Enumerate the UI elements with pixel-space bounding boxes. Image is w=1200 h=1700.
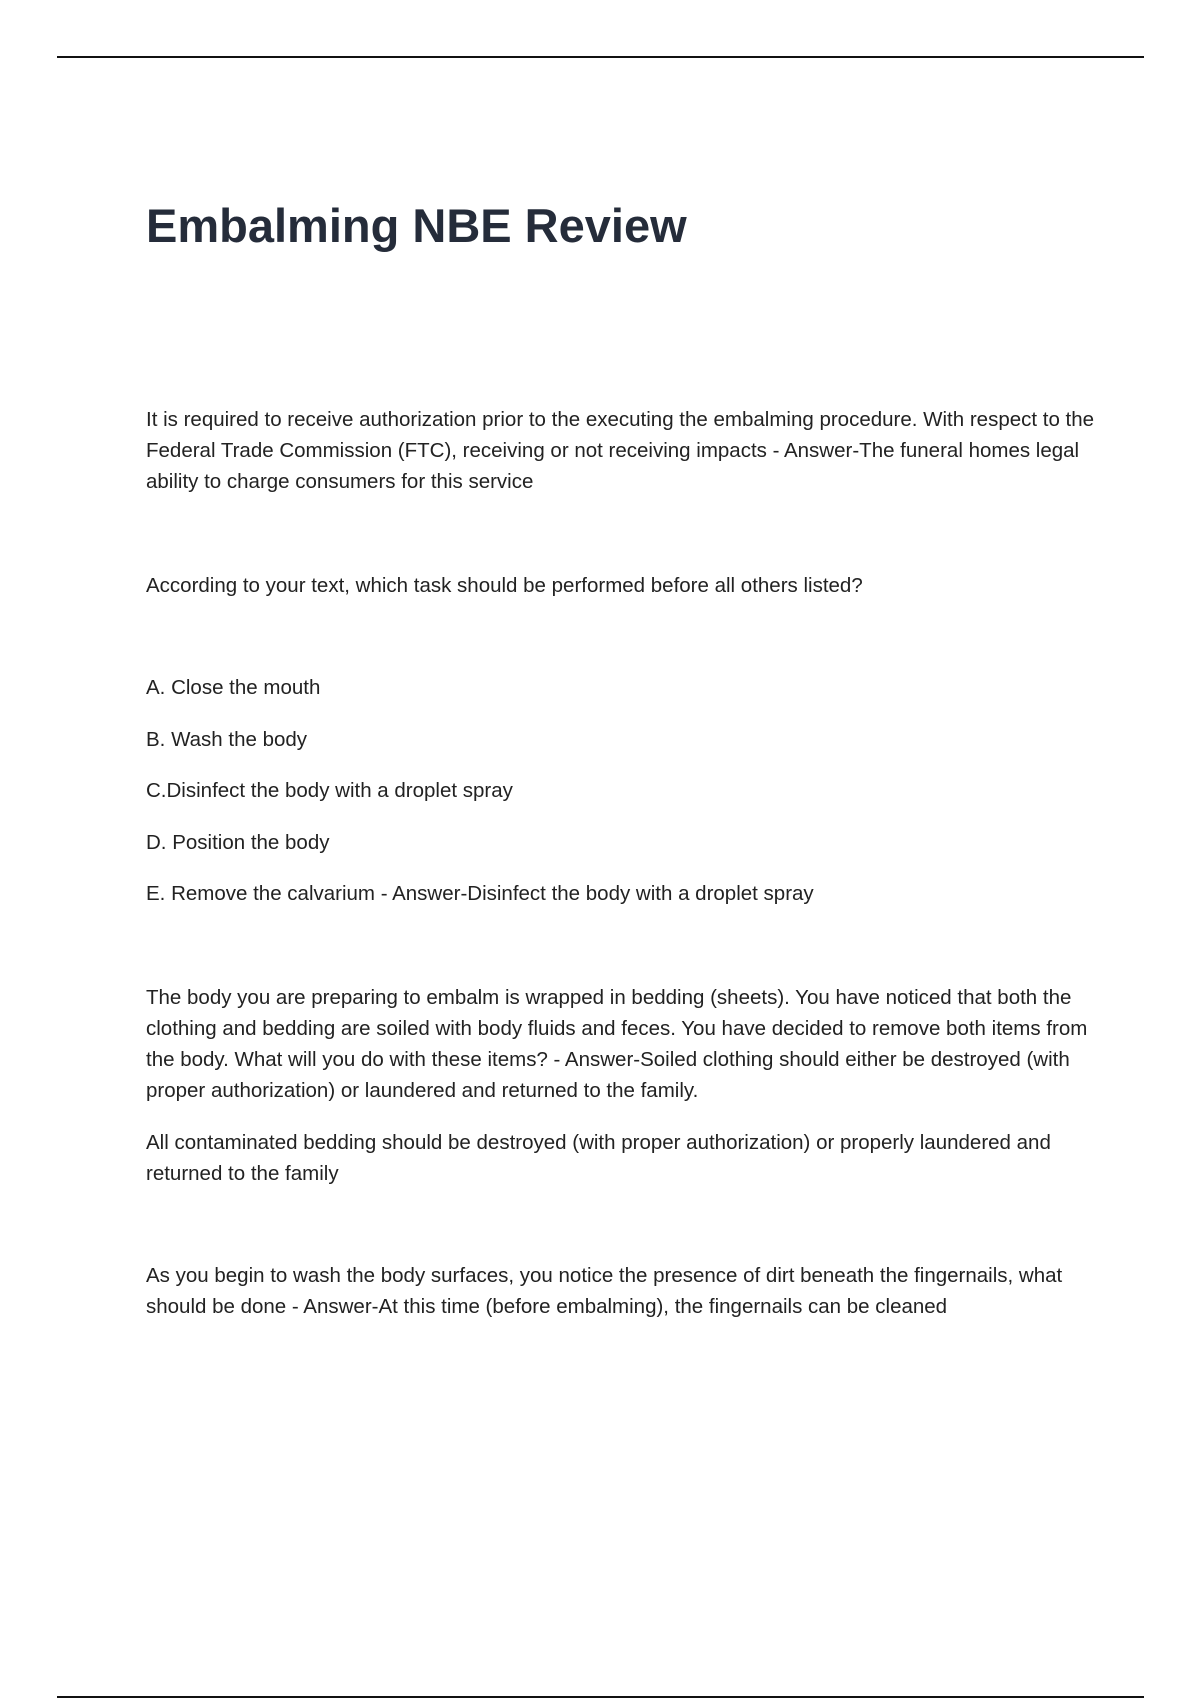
question-4-paragraph: As you begin to wash the body surfaces, you notice the presence of dirt beneath the fingernails, what should be done - Answer-At this time (before embalming), the fingernails can be cleaned [146, 1264, 1063, 1318]
option-b: B. Wash the body [146, 728, 308, 751]
question-2-stem: According to your text, which task should be performed before all others listed? [146, 574, 863, 597]
option-c: C.Disinfect the body with a droplet spray [146, 779, 513, 802]
top-rule [57, 56, 1144, 58]
question-3-paragraph: The body you are preparing to embalm is wrapped in bedding (sheets). You have noticed that both the clothing and bedding are soiled with body fluids and feces. You have decided to remove both items from the body. What will you do with these items? - Answer-Soiled clothing should either be destroyed (with proper authorization) or laundered and returned to the family. [146, 986, 1088, 1102]
option-a: A. Close the mouth [146, 676, 321, 699]
bottom-rule [57, 1696, 1144, 1698]
page-title: Embalming NBE Review [146, 199, 687, 252]
question-1-paragraph: It is required to receive authorization prior to the executing the embalming procedure. With respect to the Federal Trade Commission (FTC), receiving or not receiving impacts - Answer-The funeral homes legal ability to charge consumers for this service [146, 408, 1095, 493]
question-3-continued-paragraph: All contaminated bedding should be destroyed (with proper authorization) or properly laundered and returned to the family [146, 1131, 1051, 1185]
option-d: D. Position the body [146, 831, 330, 854]
option-e-with-answer: E. Remove the calvarium - Answer-Disinfect the body with a droplet spray [146, 882, 814, 905]
